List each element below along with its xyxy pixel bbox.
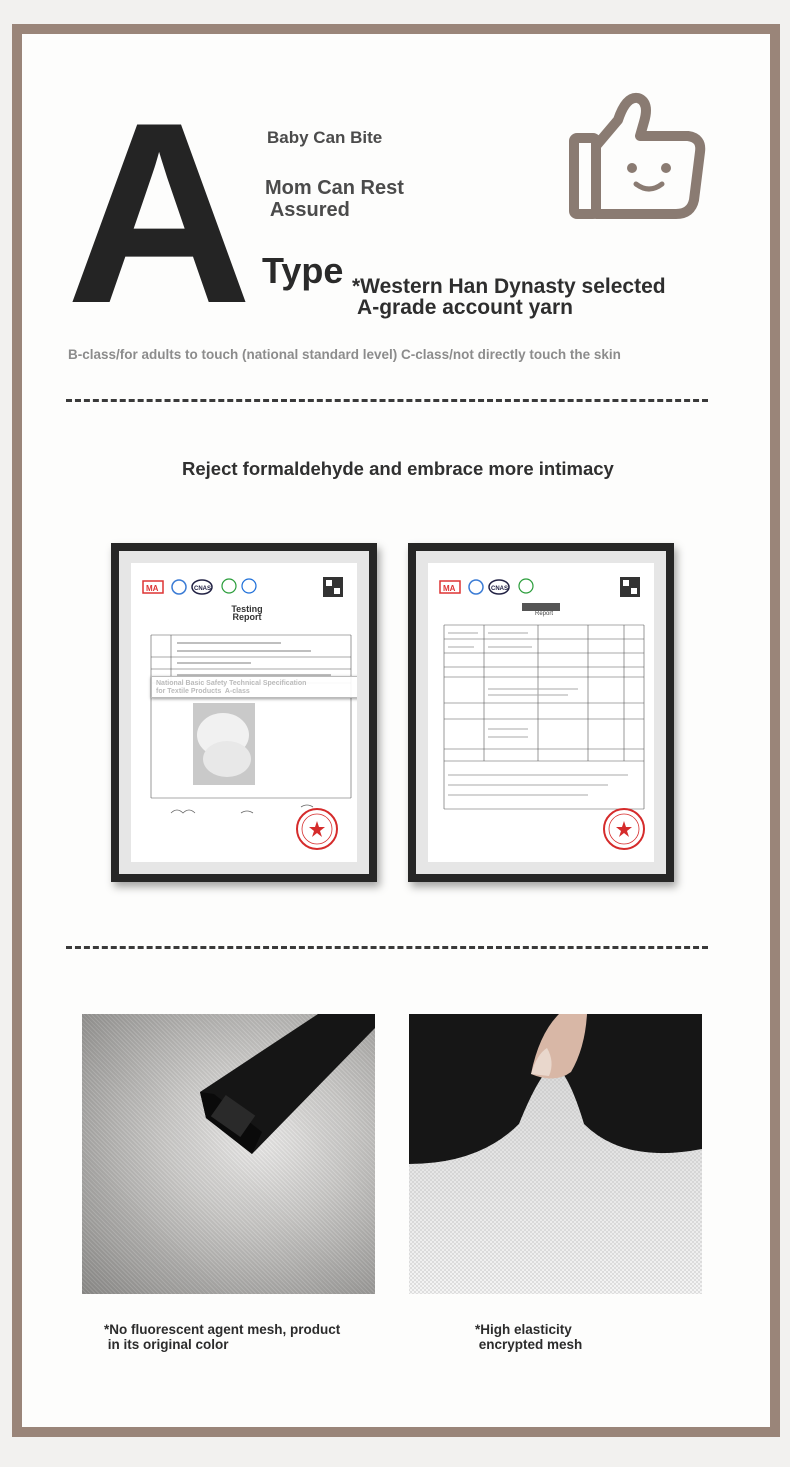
black-object-icon	[82, 1014, 375, 1294]
class-description: B-class/for adults to touch (national standard level) C-class/not directly touch the skin	[68, 347, 621, 362]
svg-text:CNAS: CNAS	[194, 586, 212, 592]
svg-text:CNAS: CNAS	[491, 586, 509, 592]
mesh-photo-left	[82, 1014, 375, 1294]
certificate-right-body	[428, 563, 654, 862]
baby-can-bite-text: Baby Can Bite	[267, 128, 383, 147]
mesh-photo-right	[409, 1014, 702, 1294]
stretched-mesh-icon	[409, 1014, 702, 1294]
certificate-left	[111, 543, 377, 882]
left-photo-caption: *No fluorescent agent mesh, product in its original color	[104, 1322, 341, 1352]
certificate-right	[408, 543, 674, 882]
dashed-divider-1	[66, 399, 708, 402]
dashed-divider-2	[66, 946, 708, 949]
svg-text:MA: MA	[146, 584, 159, 593]
big-letter-a: A	[66, 68, 249, 357]
yarn-tagline: *Western Han Dynasty selected A-grade account yarn	[352, 275, 666, 319]
mom-can-rest-text: Mom Can Rest Assured	[265, 177, 404, 221]
certificate-right-title: Report	[534, 611, 553, 617]
svg-text:MA: MA	[443, 584, 456, 593]
type-word: Type	[262, 250, 344, 291]
right-photo-caption: *High elasticity encrypted mesh	[475, 1322, 583, 1352]
certificate-a-class-overlay: National Basic Safety Technical Specification for Textile Products A-class	[151, 676, 357, 698]
thumbs-up-smile-icon	[566, 88, 708, 220]
certificate-left-title: Testing Report	[231, 604, 263, 622]
reject-formaldehyde-headline: Reject formaldehyde and embrace more intimacy	[182, 458, 614, 479]
